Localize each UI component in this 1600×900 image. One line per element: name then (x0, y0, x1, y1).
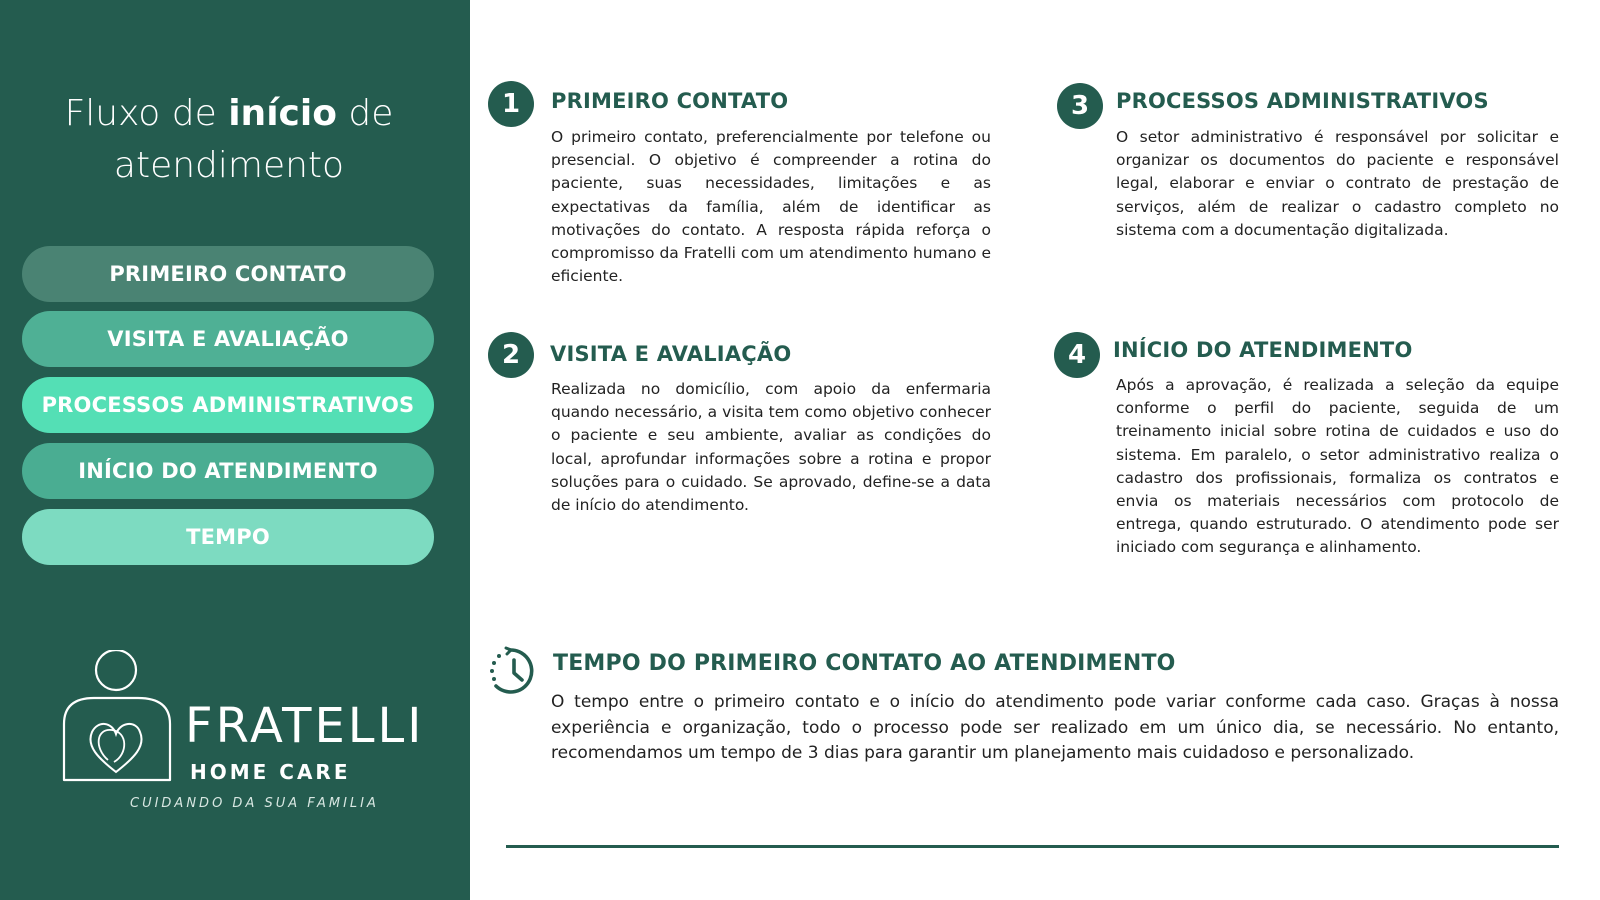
step-badge-4: 4 (1054, 332, 1100, 378)
step-pill-processos-administrativos[interactable] (22, 377, 434, 433)
section-title-visita-avaliacao: VISITA E AVALIAÇÃO (550, 342, 792, 366)
bottom-divider (506, 845, 1559, 848)
logo-subtitle: HOME CARE (190, 760, 351, 784)
title-prefix: Fluxo de (64, 93, 229, 134)
step-pill-label: VISITA E AVALIAÇÃO (107, 327, 349, 351)
step-pill-label: PRIMEIRO CONTATO (109, 262, 347, 286)
title-suffix: de (336, 93, 394, 134)
step-pill-label: INÍCIO DO ATENDIMENTO (78, 459, 378, 483)
section-text-inicio-atendimento: Após a aprovação, é realizada a seleção da equipe conforme o perfil do paciente, seguida de um treinamento inicial sobre rotina de cuidados e uso do sistema. Em paralelo, o setor administrativo realiza o cadastro dos profissionais, formaliza os contratos e envia os materiais necessários com protocolo de entrega, quando estruturado. O atendimento pode ser iniciado com segurança e alinhamento. (1116, 376, 1559, 557)
logo-tagline: CUIDANDO DA SUA FAMILIA (130, 796, 379, 811)
section-text-visita-avaliacao: Realizada no domicílio, com apoio da enfermaria quando necessário, a visita tem como objetivo conhecer o paciente e seu ambiente, avaliar as condições do local, aprofundar informações sobre a rotina e propor soluções para o cuidado. Se aprovado, define-se a data de início do atendimento. (551, 380, 991, 515)
step-badge-1: 1 (488, 81, 534, 127)
title-bold: início (228, 93, 337, 134)
section-text-primeiro-contato: O primeiro contato, preferencialmente por telefone ou presencial. O objetivo é compreender a rotina do paciente, suas necessidades, limitações e as expectativas da família, além de identificar as motivações do contato. A resposta rápida reforça o compromisso da Fratelli com um atendimento humano e eficiente. (551, 128, 991, 286)
section-text-processos-administrativos: O setor administrativo é responsável por solicitar e organizar os documentos do paciente e responsável legal, elaborar e enviar o contrato de prestação de serviços, além de realizar o cadastro completo no sistema com a documentação digitalizada. (1116, 128, 1559, 239)
caregiver-heart-icon (58, 650, 182, 790)
section-title-tempo: TEMPO DO PRIMEIRO CONTATO AO ATENDIMENTO (553, 651, 1176, 676)
step-badge-3: 3 (1057, 83, 1103, 129)
section-title-primeiro-contato: PRIMEIRO CONTATO (551, 89, 789, 113)
fratelli-logo (58, 650, 425, 820)
page-title (0, 88, 458, 192)
sidebar (0, 0, 470, 900)
section-title-processos-administrativos: PROCESSOS ADMINISTRATIVOS (1116, 89, 1489, 113)
step-badge-2: 2 (488, 332, 534, 378)
section-text-tempo: O tempo entre o primeiro contato e o início do atendimento pode variar conforme cada caso. Graças à nossa experiência e organização, todo o processo pode ser realizado em um único dia, se necessário. No entanto, recomendamos um tempo de 3 dias para garantir um planejamento mais cuidadoso e personalizado. (551, 692, 1559, 763)
step-pill-label: TEMPO (186, 525, 270, 549)
logo-brand: FRATELLI (185, 698, 425, 754)
section-title-inicio-atendimento: INÍCIO DO ATENDIMENTO (1113, 338, 1413, 362)
step-pill-primeiro-contato[interactable] (22, 246, 434, 302)
step-pill-visita-avaliacao[interactable] (22, 311, 434, 367)
step-pill-tempo[interactable] (22, 509, 434, 565)
clock-history-icon (488, 645, 540, 697)
title-line-2: atendimento (113, 145, 345, 186)
step-pill-label: PROCESSOS ADMINISTRATIVOS (41, 393, 415, 417)
step-pill-inicio-atendimento[interactable] (22, 443, 434, 499)
